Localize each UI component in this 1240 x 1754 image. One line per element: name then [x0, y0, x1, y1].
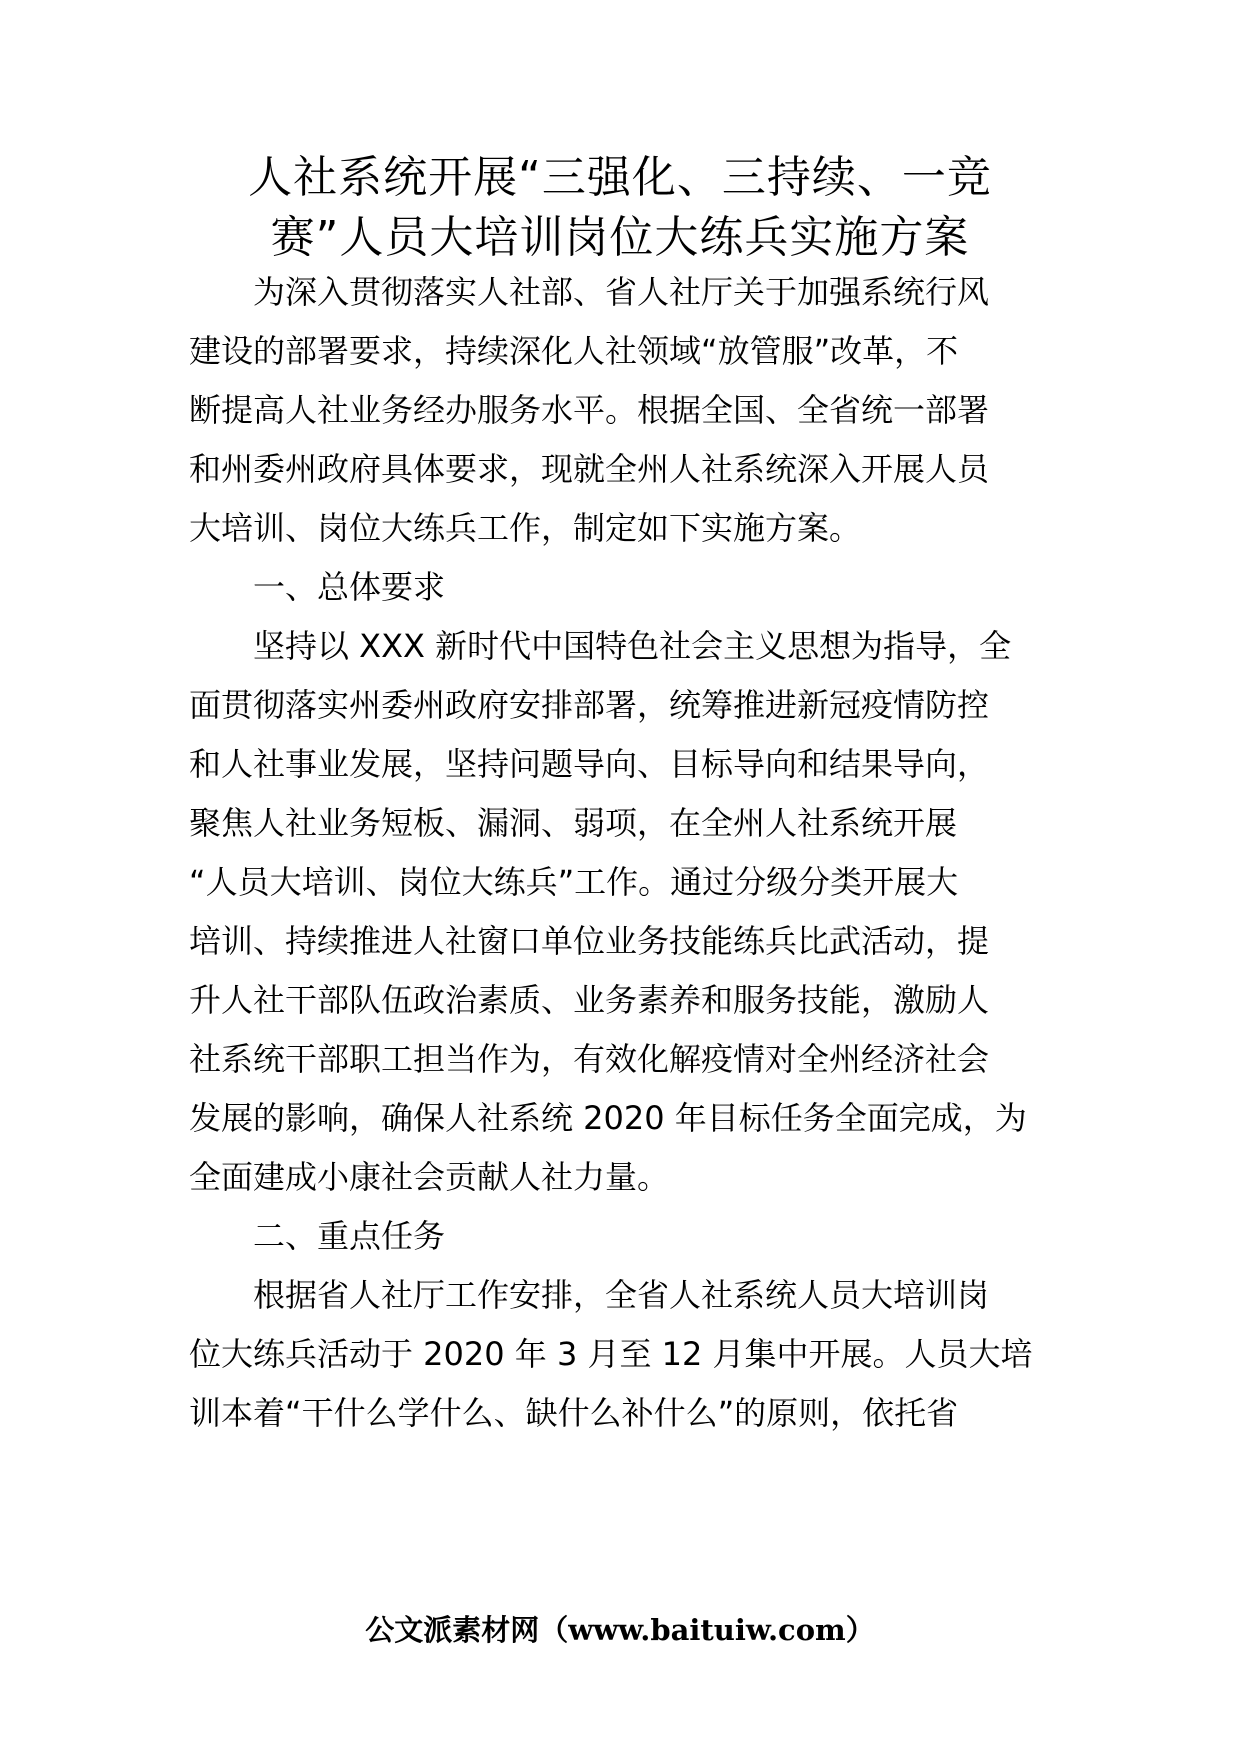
body-text-line: 聚焦人社业务短板、漏洞、弱项，在全州人社系统开展: [189, 804, 958, 842]
document-title-line-2: 赛”人员大培训岗位大练兵实施方案: [270, 212, 970, 263]
body-text-line: 建设的部署要求，持续深化人社领域“放管服”改革，不: [189, 332, 959, 370]
section-heading-general-requirements: 一、总体要求: [253, 568, 446, 606]
body-text-line: 断提高人社业务经办服务水平。根据全国、全省统一部署: [189, 391, 990, 429]
body-text-line: 大培训、岗位大练兵工作，制定如下实施方案。: [189, 509, 862, 547]
body-text-line: 升人社干部队伍政治素质、业务素养和服务技能，激励人: [189, 981, 990, 1019]
body-text-line: 和人社事业发展，坚持问题导向、目标导向和结果导向，: [189, 745, 990, 783]
body-text-line: 发展的影响，确保人社系统 2020 年目标任务全面完成，为: [189, 1099, 1027, 1137]
body-text-line: 和州委州政府具体要求，现就全州人社系统深入开展人员: [189, 450, 990, 488]
body-text-line: 培训、持续推进人社窗口单位业务技能练兵比武活动，提: [189, 922, 990, 960]
document-title-line-1: 人社系统开展“三强化、三持续、一竞: [248, 152, 992, 203]
body-text-line: “人员大培训、岗位大练兵”工作。通过分级分类开展大: [189, 863, 959, 901]
body-text-line: 根据省人社厅工作安排，全省人社系统人员大培训岗: [253, 1276, 990, 1314]
footer-watermark: 公文派素材网（www.baituiw.com）: [365, 1613, 875, 1647]
body-text-line: 为深入贯彻落实人社部、省人社厅关于加强系统行风: [253, 273, 990, 311]
body-text-line: 社系统干部职工担当作为，有效化解疫情对全州经济社会: [189, 1040, 990, 1078]
body-text-line: 位大练兵活动于 2020 年 3 月至 12 月集中开展。人员大培: [189, 1335, 1033, 1373]
body-text-line: 全面建成小康社会贡献人社力量。: [189, 1158, 670, 1196]
body-text-line: 面贯彻落实州委州政府安排部署，统筹推进新冠疫情防控: [189, 686, 990, 724]
body-text-line: 坚持以 XXX 新时代中国特色社会主义思想为指导，全: [253, 627, 1012, 665]
body-text-line: 训本着“干什么学什么、缺什么补什么”的原则，依托省: [189, 1394, 959, 1432]
section-heading-key-tasks: 二、重点任务: [253, 1217, 446, 1255]
